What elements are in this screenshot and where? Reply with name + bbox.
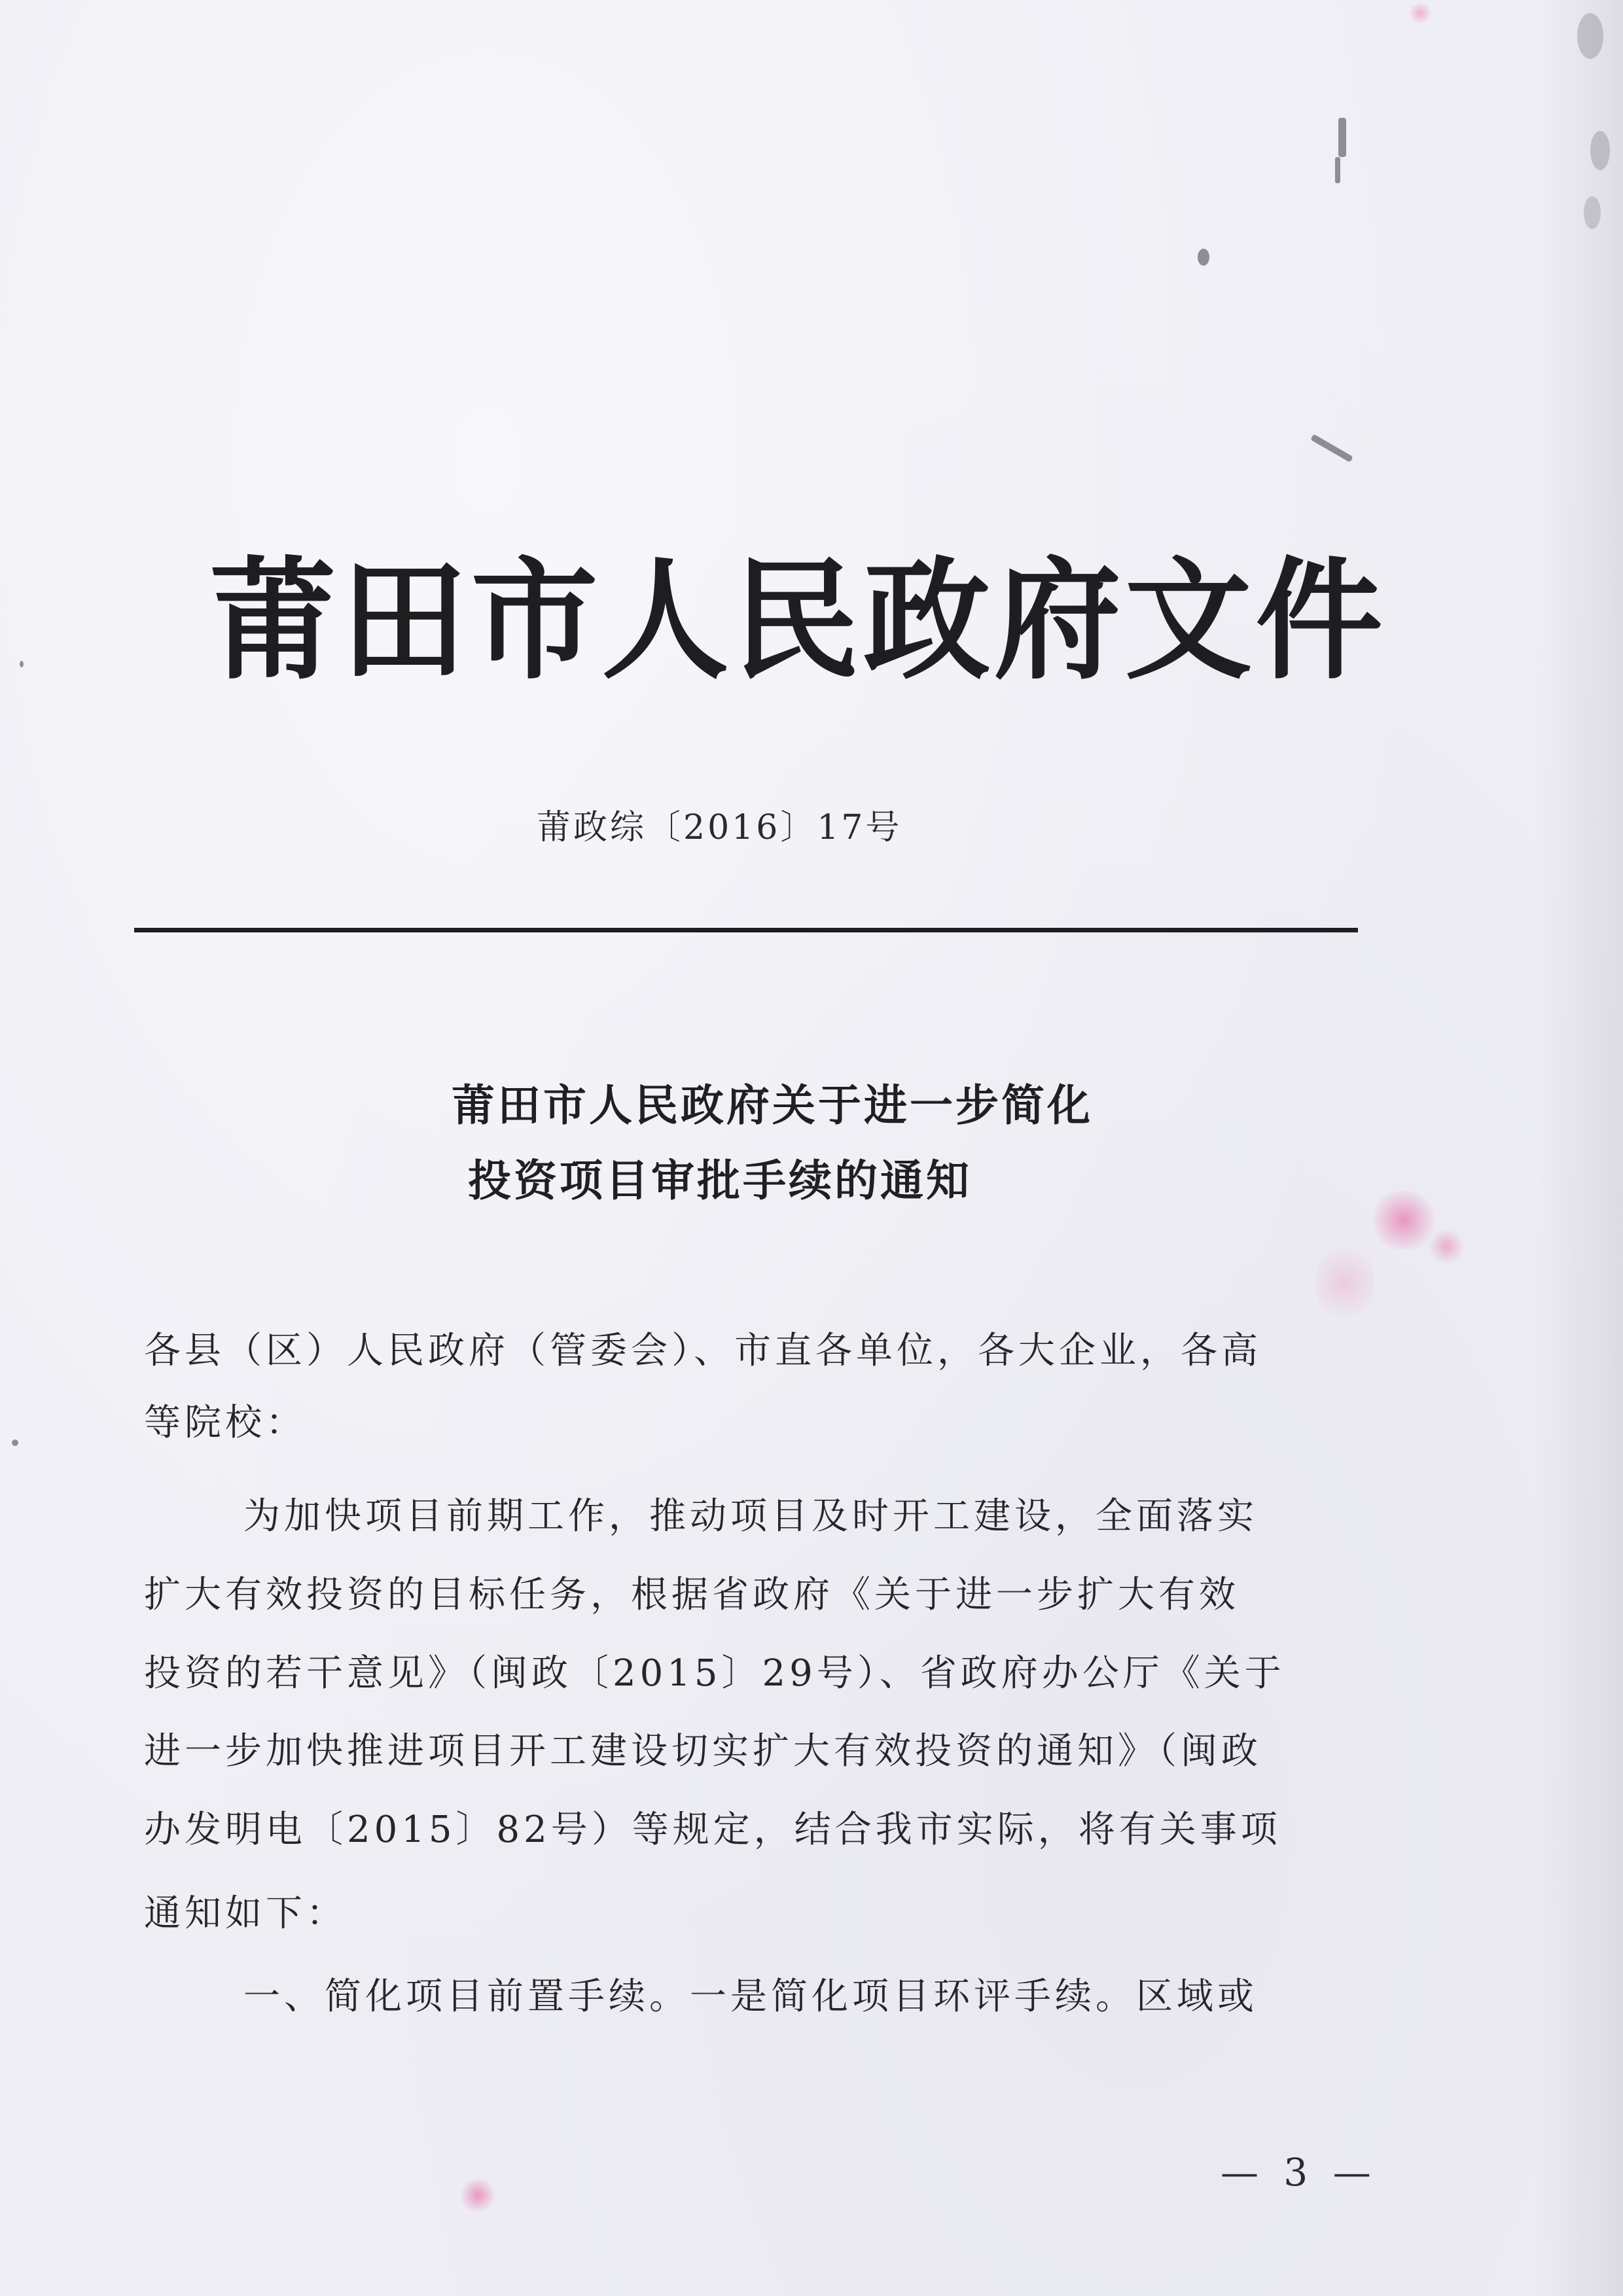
scan-speck [1590, 131, 1610, 170]
body-line-3: 为加快项目前期工作，推动项目及时开工建设，全面落实 [243, 1495, 1258, 1538]
page-number: — 3 — [1221, 2150, 1378, 2195]
pink-stamp-dot-top [1407, 3, 1433, 23]
scan-speck [1198, 249, 1209, 266]
pink-stamp-dot-bottom [458, 2179, 497, 2212]
notice-title-line-1: 莆田市人民政府关于进一步简化 [452, 1080, 1093, 1131]
body-line-addressee-2: 等院校： [144, 1402, 306, 1444]
scan-speck [1577, 13, 1603, 59]
document-number: 莆政综〔2016〕17号 [537, 808, 902, 847]
body-line-4: 扩大有效投资的目标任务，根据省政府《关于进一步扩大有效 [144, 1574, 1240, 1616]
body-line-6: 进一步加快推进项目开工建设切实扩大有效投资的通知》（闽政 [144, 1730, 1262, 1773]
document-header-title: 莆田市人民政府文件 [209, 545, 1387, 698]
body-line-8: 通知如下： [144, 1892, 347, 1935]
notice-title-line-2: 投资项目审批手续的通知 [468, 1156, 972, 1206]
body-line-5: 投资的若干意见》（闽政〔2015〕29号）、省政府办公厅《关于 [144, 1652, 1285, 1695]
header-rule-line [134, 928, 1358, 932]
body-line-9: 一、简化项目前置手续。一是简化项目环评手续。区域或 [243, 1975, 1258, 2018]
pink-stamp-smear [1315, 1237, 1374, 1328]
scan-scratch [1310, 434, 1353, 463]
body-line-addressee-1: 各县（区）人民政府（管委会）、市直各单位，各大企业，各高 [144, 1330, 1262, 1372]
paper-edge-shadow [1538, 0, 1623, 2296]
pink-stamp-blot-small [1427, 1230, 1466, 1263]
reverse-side-bleed-through [262, 216, 1374, 376]
scan-scratch [1335, 157, 1340, 183]
scan-speck [1584, 196, 1601, 229]
scan-speck [12, 1439, 18, 1446]
body-line-7: 办发明电〔2015〕82号）等规定，结合我市实际，将有关事项 [144, 1809, 1281, 1851]
scan-speck [20, 661, 24, 667]
scan-scratch [1338, 118, 1346, 157]
